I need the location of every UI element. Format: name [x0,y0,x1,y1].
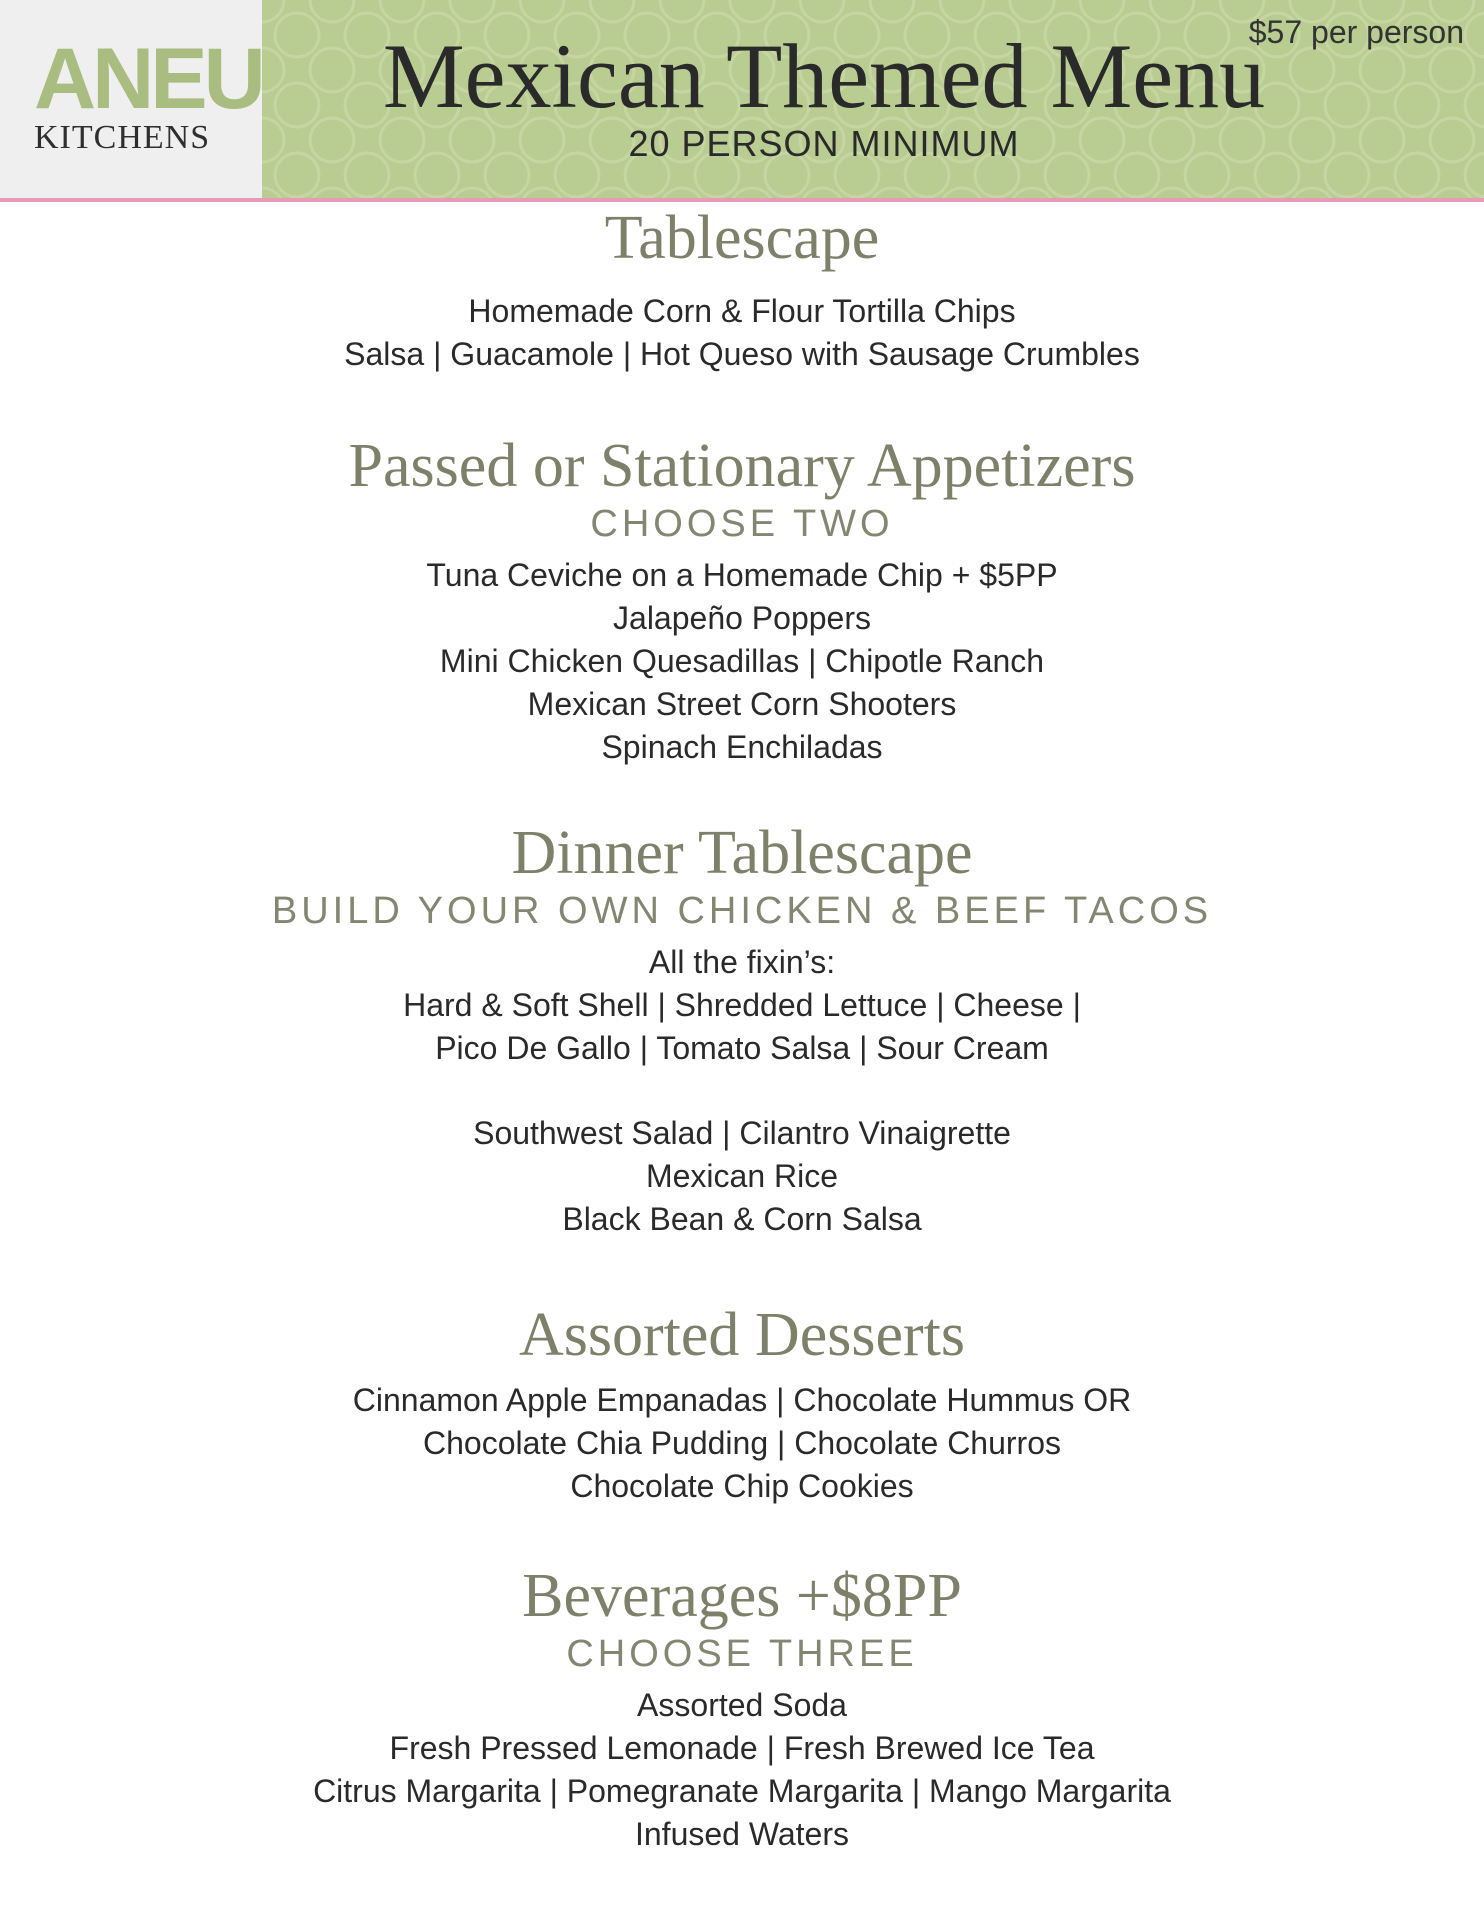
menu-item: Fresh Pressed Lemonade | Fresh Brewed Ice Tea [389,1730,1095,1766]
menu-item: Southwest Salad | Cilantro Vinaigrette [473,1115,1011,1151]
price-label: $57 per person [1248,14,1464,50]
menu-item: Mexican Street Corn Shooters [527,686,957,722]
menu-item: Chocolate Chia Pudding | Chocolate Churros [422,1425,1061,1461]
section-subtitle: CHOOSE TWO [590,503,894,545]
section-desserts [0,1301,1484,1508]
page-title: Mexican Themed Menu [382,25,1266,127]
section-title: Passed or Stationary Appetizers [348,432,1136,500]
section-beverages [0,1562,1484,1856]
menu-item: Mini Chicken Quesadillas | Chipotle Ranch [439,643,1045,679]
menu-item: All the fixin’s: [648,944,836,980]
menu-item: Jalapeño Poppers [613,600,871,636]
menu-item: Salsa | Guacamole | Hot Queso with Sausage Crumbles [344,336,1140,372]
menu-item: Spinach Enchiladas [601,729,883,765]
menu-item: Chocolate Chip Cookies [570,1468,914,1504]
section-title: Assorted Desserts [519,1301,965,1369]
menu-item: Assorted Soda [637,1687,847,1723]
menu-item: Mexican Rice [645,1158,839,1194]
menu-item: Black Bean & Corn Salsa [562,1201,922,1237]
menu-content [0,202,1484,1856]
section-title: Dinner Tablescape [511,819,973,887]
menu-item: Tuna Ceviche on a Homemade Chip + $5PP [426,557,1058,593]
section-dinner [0,819,1484,1241]
menu-item: Pico De Gallo | Tomato Salsa | Sour Cream [435,1030,1049,1066]
menu-item: Infused Waters [634,1816,849,1852]
section-tablescape [0,204,1484,376]
page-subtitle: 20 PERSON MINIMUM [628,123,1020,164]
section-appetizers [0,432,1484,769]
menu-item: Citrus Margarita | Pomegranate Margarita | Mango Margarita [313,1773,1171,1809]
header [0,0,1484,198]
logo [0,0,262,198]
menu-item: Cinnamon Apple Empanadas | Chocolate Hummus OR [352,1382,1132,1418]
menu-item: Hard & Soft Shell | Shredded Lettuce | Cheese | [403,987,1081,1023]
logo-subtext: KITCHENS [34,119,211,156]
logo-wordmark: ANEU [34,31,262,127]
section-subtitle: CHOOSE THREE [566,1633,918,1675]
menu-item: Homemade Corn & Flour Tortilla Chips [468,293,1016,329]
section-title: Tablescape [604,204,880,272]
section-title: Beverages +$8PP [522,1562,962,1630]
section-subtitle: BUILD YOUR OWN CHICKEN & BEEF TACOS [271,890,1213,932]
